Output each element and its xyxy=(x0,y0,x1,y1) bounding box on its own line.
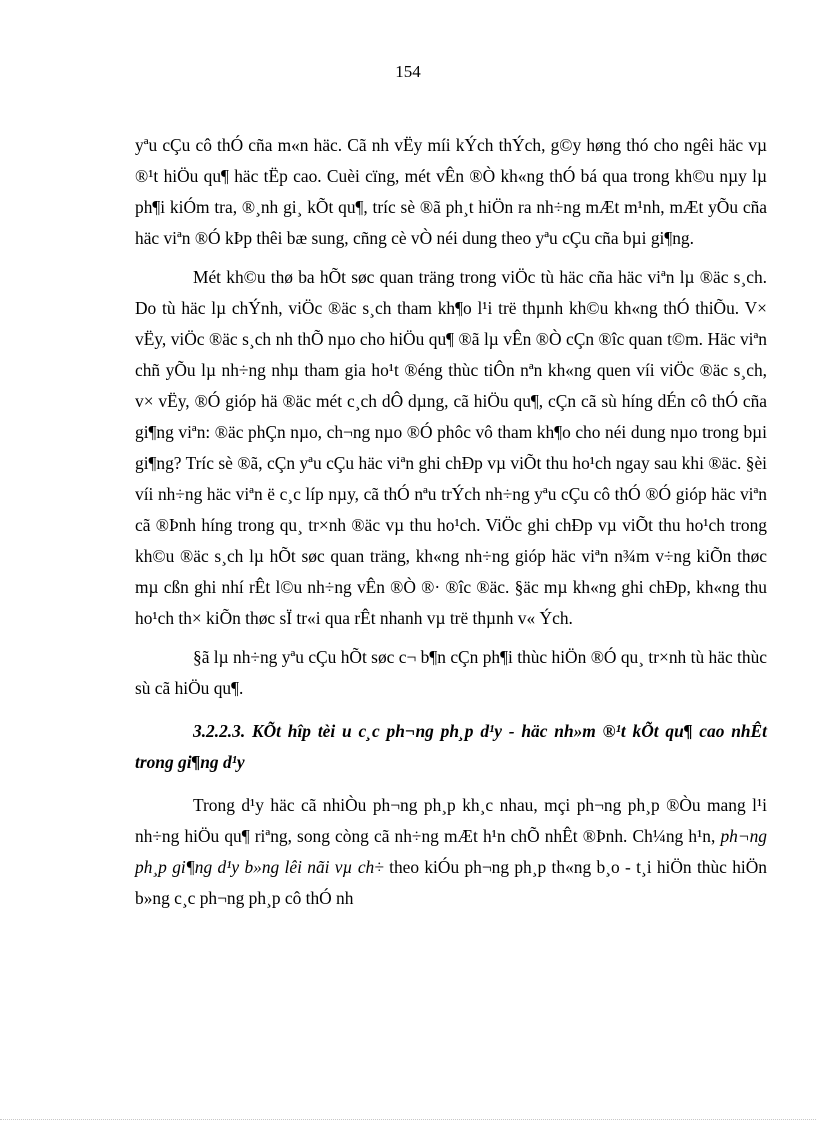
paragraph-3: §ã lµ nh÷ng yªu cÇu hÕt søc c¬ b¶n cÇn ph¶i thùc hiÖn ®Ó qu¸ tr×nh tù häc thùc sù cã hiÖu qu¶. xyxy=(135,647,767,698)
paragraph-4-italic: ph¬ng ph¸p gi¶ng d¹y b»ng lêi nãi vµ ch÷ xyxy=(135,826,767,877)
section-number: 3.2.2.3. xyxy=(193,721,246,741)
paragraph-4 xyxy=(135,790,767,914)
body-text xyxy=(135,130,767,914)
paragraph-1: yªu cÇu cô thÓ cña m«n häc. Cã nh vËy míi kÝch thÝch, g©y høng thó cho ngêi häc vµ ®¹t hiÖu qu¶ häc tËp cao. Cuèi cïng, mét vÊn ®Ò kh«ng thÓ bá qua trong kh©u nµy lµ ph¶i kiÓm tra, ®¸nh gi¸ kÕt qu¶, tríc sè ®ã ph¸t hiÖn ra nh÷ng mÆt m¹nh, mÆt yÕu cña häc viªn ®Ó kÞp thêi bæ sung, cñng cè vÒ néi dung theo yªu cÇu cña bµi gi¶ng. xyxy=(135,135,767,248)
paragraph-2: Mét kh©u thø ba hÕt søc quan träng trong viÖc tù häc cña häc viªn lµ ®äc s¸ch. Do tù häc lµ chÝnh, viÖc ®äc s¸ch tham kh¶o l¹i trë thµnh kh©u kh«ng thÓ thiÕu. V× vËy, viÖc ®äc s¸ch nh thÕ nµo cho hiÖu qu¶ ®ã lµ vÊn ®Ò cÇn ®îc quan t©m. Häc viªn chñ yÕu lµ nh÷ng nhµ tham gia ho¹t ®éng thùc tiÔn nªn kh«ng quen víi viÖc ®äc s¸ch, v× vËy, ®Ó gióp hä ®äc mét c¸ch dÔ dµng, cã hiÖu qu¶, cÇn cã sù híng dÉn cô thÓ cña gi¶ng viªn: ®äc phÇn nµo, ch¬ng nµo ®Ó phôc vô tham kh¶o cho néi dung nµo trong bµi gi¶ng? Tríc sè ®ã, cÇn yªu cÇu häc viªn ghi chÐp vµ viÕt thu ho¹ch ngay sau khi ®äc. §èi víi nh÷ng häc viªn ë c¸c líp nµy, cã thÓ nªu trÝch nh÷ng yªu cÇu cô thÓ ®Ó gióp häc viªn cã ®Þnh híng trong qu¸ tr×nh ®äc vµ thu ho¹ch. ViÖc ghi chÐp vµ viÕt thu ho¹ch trong kh©u ®äc s¸ch lµ hÕt søc quan träng, kh«ng nh÷ng gióp häc viªn n¾m v÷ng kiÕn thøc mµ cßn ghi nhí rÊt l©u nh÷ng vÊn ®Ò ®· ®îc ®äc. §äc mµ kh«ng ghi chÐp, kh«ng thu ho¹ch th× kiÕn thøc sÏ tr«i qua rÊt nhanh vµ trë thµnh v« Ých. xyxy=(135,267,767,628)
section-title: KÕt hîp tèi u c¸c ph¬ng ph¸p d¹y - häc nh»m ®¹t kÕt qu¶ cao nhÊt trong gi¶ng d¹y xyxy=(135,721,767,772)
page-number: 154 xyxy=(395,62,421,81)
section-heading xyxy=(135,716,767,778)
paragraph-4-text-a: Trong d¹y häc cã nhiÒu ph¬ng ph¸p kh¸c nhau, mçi ph¬ng ph¸p ®Òu mang l¹i nh÷ng hiÖu qu¶ riªng, song còng cã nh÷ng mÆt h¹n chÕ nhÊt ®Þnh. Ch¼ng h¹n, xyxy=(135,795,767,846)
page-bottom-rule xyxy=(0,1119,816,1120)
paragraph-4-text-b: theo kiÓu ph¬ng ph¸p th«ng b¸o - t¸i hiÖn thùc hiÖn b»ng c¸c ph¬ng ph¸p cô thÓ nh xyxy=(135,857,767,908)
